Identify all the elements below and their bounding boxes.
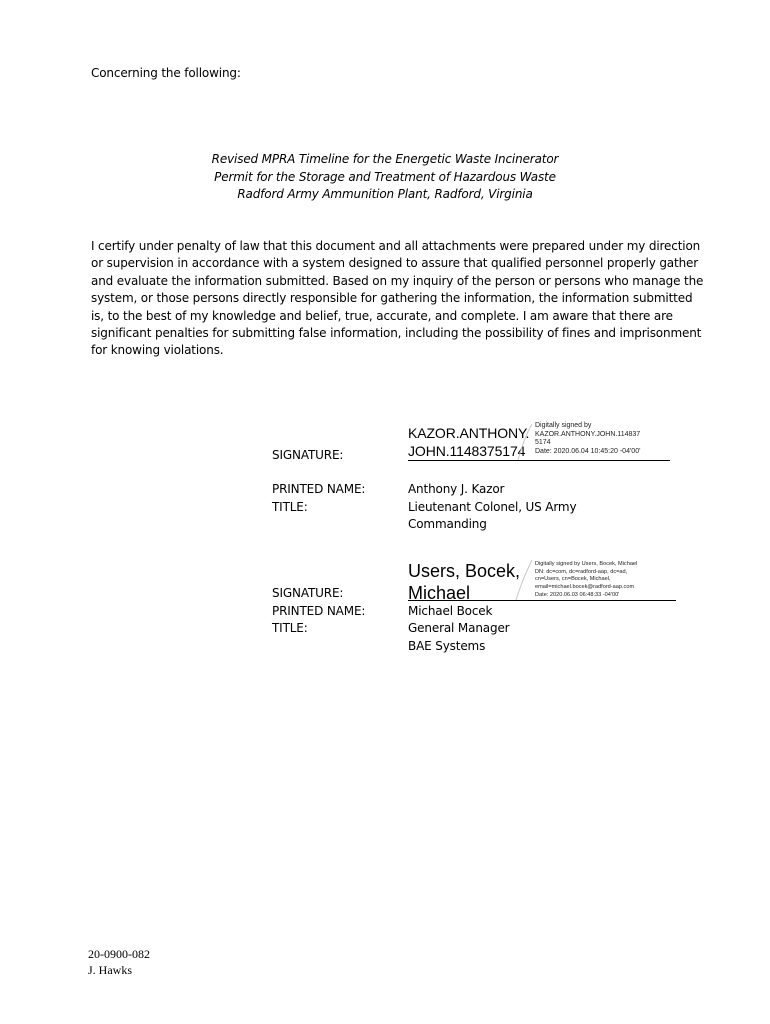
certification-paragraph [91, 238, 704, 360]
printed-name-label: PRINTED NAME: [272, 482, 366, 496]
digital-signature-details: Digitally signed by KAZOR.ANTHONY.JOHN.114837 5174 Date: 2020.06.04 10:45:20 -04'00' [535, 422, 641, 455]
title-label: TITLE: [272, 621, 308, 635]
digital-signature-name-line-1: Users, Bocek, [408, 561, 521, 581]
printed-name-value: Michael Bocek [408, 603, 493, 618]
certification-line: and evaluate the information submitted. Based on my inquiry of the person or persons who manage the [91, 273, 704, 288]
certification-line: for knowing violations. [91, 343, 224, 358]
signature-line [408, 600, 676, 601]
digital-signature-details: Digitally signed by Users, Bocek, Michael DN: dc=com, dc=radford-aap, dc=ad, cn=Users, cn=Bocek, Michael, email=michael.bocek@radford-aap.com Date: 2020.06.03 06:48:33 -04'00' [535, 561, 638, 598]
footer-author: J. Hawks [88, 963, 132, 977]
title-label: TITLE: [272, 499, 308, 514]
footer-document-number: 20-0900-082 [88, 947, 150, 961]
intro-text: Concerning the following: [91, 66, 241, 80]
certification-line: is, to the best of my knowledge and belief, true, accurate, and complete. I am aware that there are [91, 308, 673, 323]
digital-signature-name-line-2: Michael [408, 583, 471, 603]
signature-line [408, 460, 670, 461]
certification-line: significant penalties for submitting false information, including the possibility of fines and imprisonment [91, 326, 702, 341]
title-value-line-2: Commanding [408, 517, 487, 531]
title-value-line-2: BAE Systems [408, 638, 486, 653]
certification-line: I certify under penalty of law that this document and all attachments were prepared under my direction [91, 239, 701, 253]
digital-signature-name-line-2: JOHN.1148375174 [408, 443, 526, 459]
digital-signature-name-line-1: KAZOR.ANTHONY. [408, 425, 530, 441]
certification-line: system, or those persons directly responsible for gathering the information, the information submitted [91, 291, 693, 306]
printed-name-label: PRINTED NAME: [272, 603, 366, 618]
signature-stroke-icon [508, 556, 536, 604]
title-value-line-1: Lieutenant Colonel, US Army [408, 499, 577, 514]
subject-line-2: Permit for the Storage and Treatment of Hazardous Waste [214, 169, 556, 184]
subject-line-3: Radford Army Ammunition Plant, Radford, Virginia [237, 187, 533, 201]
subject-line-1: Revised MPRA Timeline for the Energetic Waste Incinerator [211, 152, 559, 166]
title-value-line-1: General Manager [408, 621, 510, 635]
printed-name-value: Anthony J. Kazor [408, 482, 505, 496]
signature-label: SIGNATURE: [272, 448, 344, 462]
signature-label: SIGNATURE: [272, 586, 344, 600]
certification-line: or supervision in accordance with a system designed to assure that qualified personnel properly gather [91, 256, 699, 271]
